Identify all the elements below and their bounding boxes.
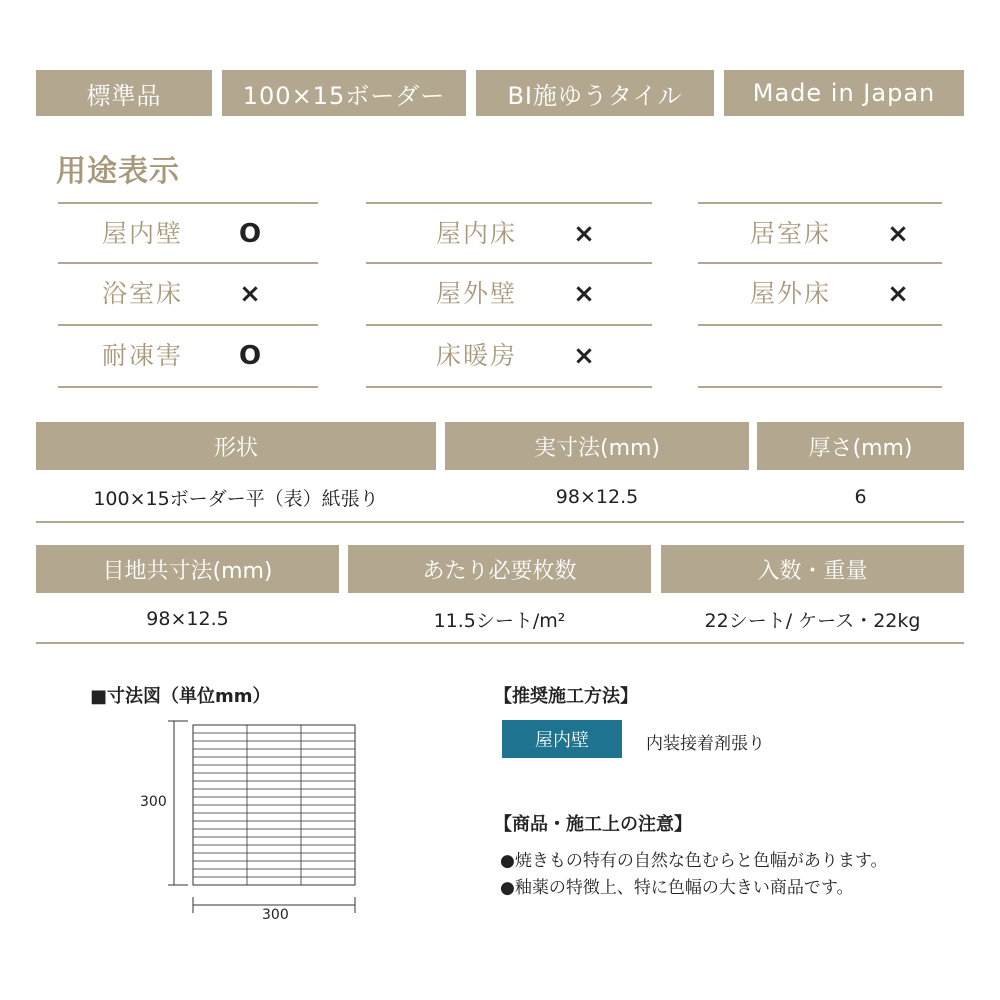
usage-title: 用途表示 [56,154,180,189]
usage-cell [58,264,318,326]
usage-cell [366,264,652,326]
method-title: 【推奨施工方法】 [494,686,638,707]
method-text: 内装接着剤張り [646,734,765,754]
usage-cell-empty [698,326,942,388]
usage-label: 耐凍害 [102,341,184,370]
divider [36,521,964,523]
method-badge: 屋内壁 [502,720,622,758]
spec-header-joint: 目地共寸法(mm) [36,545,339,593]
usage-mark-cross: × [573,341,595,371]
tag-size: 100×15ボーダー [222,70,466,116]
usage-cell [366,202,652,264]
usage-mark-circle: O [238,341,262,371]
tag-origin: Made in Japan [724,70,964,116]
tag-type: BI施ゆうタイル [476,70,714,116]
usage-mark-cross: × [887,219,909,249]
spec-header-count: あたり必要枚数 [348,545,651,593]
spec-value-size: 98×12.5 [555,486,639,508]
usage-label: 屋外壁 [436,279,518,308]
usage-mark-cross: × [573,279,595,309]
usage-cell [366,326,652,388]
spec-header-shape: 形状 [36,422,436,470]
spec-value-joint: 98×12.5 [146,608,229,630]
diagram-height-label: 300 [140,794,167,810]
usage-label: 屋外床 [750,279,832,308]
spec-value-shape: 100×15ボーダー平（表）紙張り [93,487,379,510]
usage-label: 屋内床 [436,219,518,248]
usage-cell [58,202,318,264]
usage-cell [698,202,942,264]
caution-item: ●焼きもの特有の自然な色むらと色幅があります。 [500,851,888,871]
usage-mark-cross: × [573,219,595,249]
usage-label: 屋内壁 [102,219,184,248]
usage-mark-cross: × [887,279,909,309]
usage-label: 浴室床 [102,279,184,308]
spec-header-size: 実寸法(mm) [445,422,749,470]
cautions-title: 【商品・施工上の注意】 [494,814,692,835]
spec-header-weight: 入数・重量 [661,545,964,593]
tag-standard: 標準品 [36,70,212,116]
spec-value-thickness: 6 [854,486,867,508]
usage-label: 居室床 [750,219,832,248]
spec-header-thickness: 厚さ(mm) [757,422,964,470]
spec-value-count: 11.5シート/m² [433,609,566,632]
caution-item: ●釉薬の特徴上、特に色幅の大きい商品です。 [500,878,854,898]
usage-mark-circle: O [238,219,262,249]
usage-cell [698,264,942,326]
usage-label: 床暖房 [436,341,518,370]
tile-sheet-diagram [160,715,370,915]
divider [36,642,964,644]
diagram-title: ■寸法図（単位mm） [90,686,271,707]
usage-mark-cross: × [239,279,261,309]
usage-cell [58,326,318,388]
spec-value-weight: 22シート/ ケース・22kg [704,609,921,632]
diagram-width-label: 300 [262,907,289,923]
